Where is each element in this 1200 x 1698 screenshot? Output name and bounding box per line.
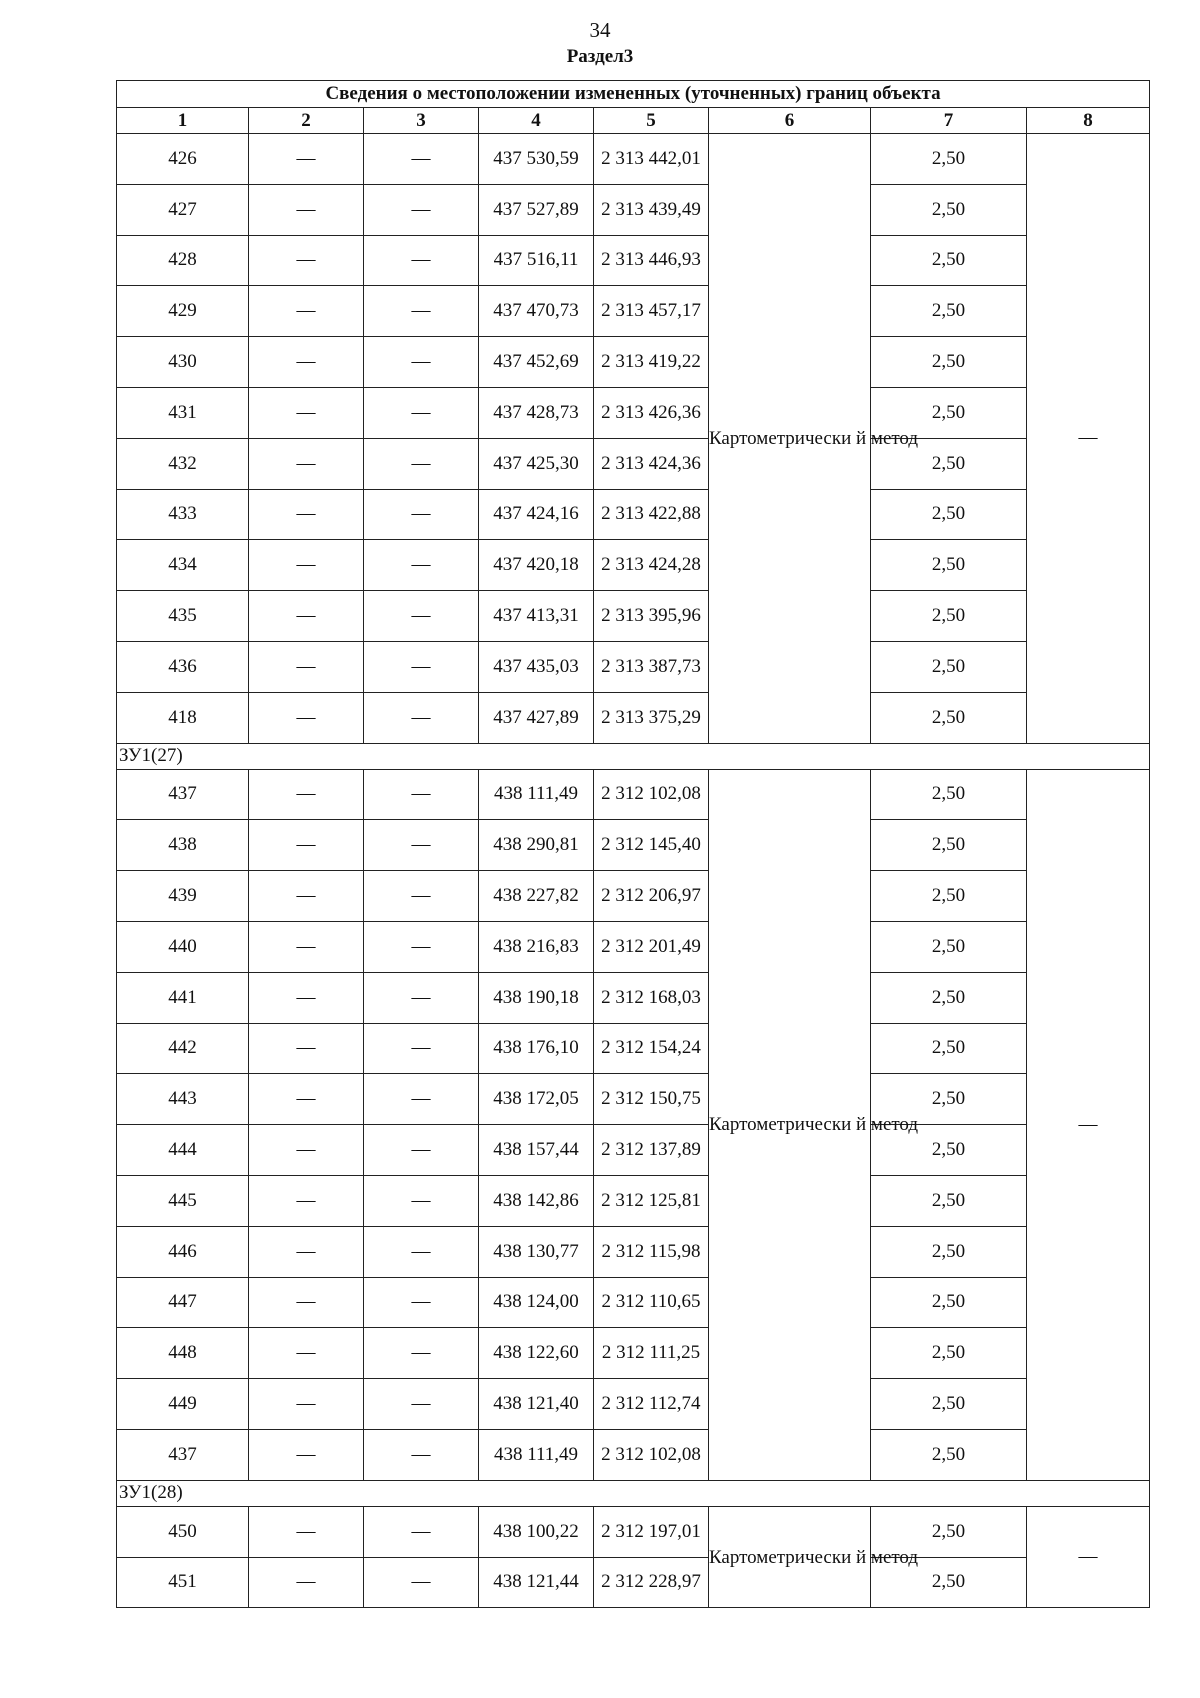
x-coordinate-cell: 437 516,11 — [479, 235, 594, 286]
y-coordinate-cell: 2 312 102,08 — [594, 769, 709, 820]
method-cell: Картометрически й метод — [709, 134, 871, 744]
column-2-cell: — — [249, 1277, 364, 1328]
accuracy-cell: 2,50 — [871, 1277, 1027, 1328]
column-header: 7 — [871, 108, 1027, 134]
x-coordinate-cell: 437 452,69 — [479, 337, 594, 388]
column-2-cell: — — [249, 540, 364, 591]
point-number-cell: 443 — [117, 1074, 249, 1125]
column-2-cell: — — [249, 820, 364, 871]
table-row — [117, 286, 1150, 337]
y-coordinate-cell: 2 312 206,97 — [594, 871, 709, 922]
y-coordinate-cell: 2 312 102,08 — [594, 1429, 709, 1480]
accuracy-cell: 2,50 — [871, 540, 1027, 591]
column-8-cell: — — [1027, 134, 1150, 744]
column-2-cell: — — [249, 591, 364, 642]
table-row — [117, 387, 1150, 438]
table-row — [117, 1379, 1150, 1430]
column-3-cell: — — [364, 286, 479, 337]
x-coordinate-cell: 438 176,10 — [479, 1023, 594, 1074]
accuracy-cell: 2,50 — [871, 972, 1027, 1023]
point-number-cell: 429 — [117, 286, 249, 337]
column-3-cell: — — [364, 921, 479, 972]
column-3-cell: — — [364, 769, 479, 820]
y-coordinate-cell: 2 313 419,22 — [594, 337, 709, 388]
point-number-cell: 433 — [117, 489, 249, 540]
column-2-cell: — — [249, 972, 364, 1023]
accuracy-cell: 2,50 — [871, 921, 1027, 972]
x-coordinate-cell: 438 121,44 — [479, 1557, 594, 1608]
x-coordinate-cell: 438 216,83 — [479, 921, 594, 972]
x-coordinate-cell: 438 142,86 — [479, 1175, 594, 1226]
column-3-cell: — — [364, 337, 479, 388]
table-row — [117, 1074, 1150, 1125]
column-8-cell: — — [1027, 1506, 1150, 1608]
accuracy-cell: 2,50 — [871, 820, 1027, 871]
accuracy-cell: 2,50 — [871, 387, 1027, 438]
table-row — [117, 1506, 1150, 1557]
column-2-cell: — — [249, 286, 364, 337]
x-coordinate-cell: 437 420,18 — [479, 540, 594, 591]
page-number: 34 — [589, 18, 611, 42]
column-3-cell: — — [364, 1328, 479, 1379]
coordinates-table — [116, 80, 1150, 1608]
column-2-cell: — — [249, 1023, 364, 1074]
point-number-cell: 436 — [117, 641, 249, 692]
column-2-cell: — — [249, 1379, 364, 1430]
column-2-cell: — — [249, 1557, 364, 1608]
table-row — [117, 871, 1150, 922]
column-2-cell: — — [249, 489, 364, 540]
column-2-cell: — — [249, 1506, 364, 1557]
column-3-cell: — — [364, 1506, 479, 1557]
x-coordinate-cell: 437 435,03 — [479, 641, 594, 692]
x-coordinate-cell: 438 227,82 — [479, 871, 594, 922]
table-row — [117, 1328, 1150, 1379]
accuracy-cell: 2,50 — [871, 1125, 1027, 1176]
y-coordinate-cell: 2 312 197,01 — [594, 1506, 709, 1557]
accuracy-cell: 2,50 — [871, 1175, 1027, 1226]
column-3-cell: — — [364, 1557, 479, 1608]
point-number-cell: 428 — [117, 235, 249, 286]
column-2-cell: — — [249, 871, 364, 922]
x-coordinate-cell: 437 470,73 — [479, 286, 594, 337]
table-row — [117, 769, 1150, 820]
y-coordinate-cell: 2 313 424,28 — [594, 540, 709, 591]
accuracy-cell: 2,50 — [871, 641, 1027, 692]
y-coordinate-cell: 2 312 168,03 — [594, 972, 709, 1023]
column-header: 3 — [364, 108, 479, 134]
column-3-cell: — — [364, 489, 479, 540]
column-2-cell: — — [249, 337, 364, 388]
point-number-cell: 437 — [117, 769, 249, 820]
accuracy-cell: 2,50 — [871, 1557, 1027, 1608]
accuracy-cell: 2,50 — [871, 769, 1027, 820]
y-coordinate-cell: 2 313 442,01 — [594, 134, 709, 185]
accuracy-cell: 2,50 — [871, 1429, 1027, 1480]
column-2-cell: — — [249, 641, 364, 692]
column-8-cell: — — [1027, 769, 1150, 1480]
point-number-cell: 432 — [117, 438, 249, 489]
column-2-cell: — — [249, 235, 364, 286]
point-number-cell: 439 — [117, 871, 249, 922]
table-row — [117, 134, 1150, 185]
column-3-cell: — — [364, 438, 479, 489]
x-coordinate-cell: 437 530,59 — [479, 134, 594, 185]
column-header: 5 — [594, 108, 709, 134]
column-3-cell: — — [364, 972, 479, 1023]
point-number-cell: 438 — [117, 820, 249, 871]
column-3-cell: — — [364, 820, 479, 871]
column-2-cell: — — [249, 1074, 364, 1125]
column-3-cell: — — [364, 1023, 479, 1074]
x-coordinate-cell: 438 124,00 — [479, 1277, 594, 1328]
column-3-cell: — — [364, 1379, 479, 1430]
accuracy-cell: 2,50 — [871, 1023, 1027, 1074]
x-coordinate-cell: 437 527,89 — [479, 184, 594, 235]
column-2-cell: — — [249, 1429, 364, 1480]
table-row — [117, 1226, 1150, 1277]
accuracy-cell: 2,50 — [871, 871, 1027, 922]
point-number-cell: 435 — [117, 591, 249, 642]
x-coordinate-cell: 438 100,22 — [479, 1506, 594, 1557]
accuracy-cell: 2,50 — [871, 235, 1027, 286]
point-number-cell: 451 — [117, 1557, 249, 1608]
column-header: 2 — [249, 108, 364, 134]
point-number-cell: 441 — [117, 972, 249, 1023]
column-2-cell: — — [249, 692, 364, 743]
method-cell: Картометрически й метод — [709, 1506, 871, 1608]
y-coordinate-cell: 2 313 424,36 — [594, 438, 709, 489]
accuracy-cell: 2,50 — [871, 1074, 1027, 1125]
column-3-cell: — — [364, 591, 479, 642]
section-title: Раздел3 — [566, 46, 634, 67]
x-coordinate-cell: 438 122,60 — [479, 1328, 594, 1379]
x-coordinate-cell: 438 290,81 — [479, 820, 594, 871]
y-coordinate-cell: 2 313 375,29 — [594, 692, 709, 743]
y-coordinate-cell: 2 313 446,93 — [594, 235, 709, 286]
x-coordinate-cell: 437 413,31 — [479, 591, 594, 642]
table-row — [117, 184, 1150, 235]
column-3-cell: — — [364, 1226, 479, 1277]
x-coordinate-cell: 438 111,49 — [479, 1429, 594, 1480]
column-2-cell: — — [249, 1226, 364, 1277]
table-row — [117, 235, 1150, 286]
table-row — [117, 438, 1150, 489]
y-coordinate-cell: 2 313 387,73 — [594, 641, 709, 692]
column-3-cell: — — [364, 134, 479, 185]
point-number-cell: 447 — [117, 1277, 249, 1328]
column-3-cell: — — [364, 387, 479, 438]
table-row — [117, 972, 1150, 1023]
y-coordinate-cell: 2 312 112,74 — [594, 1379, 709, 1430]
column-header: 1 — [117, 108, 249, 134]
table-row — [117, 540, 1150, 591]
x-coordinate-cell: 437 424,16 — [479, 489, 594, 540]
x-coordinate-cell: 438 157,44 — [479, 1125, 594, 1176]
column-3-cell: — — [364, 692, 479, 743]
point-number-cell: 442 — [117, 1023, 249, 1074]
x-coordinate-cell: 437 425,30 — [479, 438, 594, 489]
column-2-cell: — — [249, 1328, 364, 1379]
table-row — [117, 1429, 1150, 1480]
table-row — [117, 337, 1150, 388]
column-2-cell: — — [249, 921, 364, 972]
group-label-row — [117, 1480, 1150, 1506]
column-3-cell: — — [364, 1277, 479, 1328]
table-row — [117, 1277, 1150, 1328]
table-row — [117, 1125, 1150, 1176]
column-3-cell: — — [364, 1074, 479, 1125]
table-row — [117, 489, 1150, 540]
table-caption: Сведения о местоположении измененных (уточненных) границ объекта — [117, 81, 1150, 108]
column-header: 4 — [479, 108, 594, 134]
accuracy-cell: 2,50 — [871, 286, 1027, 337]
x-coordinate-cell: 437 428,73 — [479, 387, 594, 438]
table-row — [117, 1023, 1150, 1074]
table-row — [117, 1557, 1150, 1608]
y-coordinate-cell: 2 312 154,24 — [594, 1023, 709, 1074]
point-number-cell: 426 — [117, 134, 249, 185]
accuracy-cell: 2,50 — [871, 1328, 1027, 1379]
group-label: ЗУ1(28) — [117, 1480, 1150, 1506]
y-coordinate-cell: 2 312 228,97 — [594, 1557, 709, 1608]
y-coordinate-cell: 2 312 137,89 — [594, 1125, 709, 1176]
y-coordinate-cell: 2 312 110,65 — [594, 1277, 709, 1328]
group-label-row — [117, 743, 1150, 769]
column-header: 8 — [1027, 108, 1150, 134]
point-number-cell: 449 — [117, 1379, 249, 1430]
column-2-cell: — — [249, 184, 364, 235]
column-2-cell: — — [249, 1125, 364, 1176]
method-cell: Картометрически й метод — [709, 769, 871, 1480]
column-3-cell: — — [364, 235, 479, 286]
y-coordinate-cell: 2 313 395,96 — [594, 591, 709, 642]
column-3-cell: — — [364, 641, 479, 692]
x-coordinate-cell: 438 111,49 — [479, 769, 594, 820]
column-3-cell: — — [364, 871, 479, 922]
y-coordinate-cell: 2 313 422,88 — [594, 489, 709, 540]
accuracy-cell: 2,50 — [871, 337, 1027, 388]
y-coordinate-cell: 2 313 426,36 — [594, 387, 709, 438]
point-number-cell: 427 — [117, 184, 249, 235]
point-number-cell: 448 — [117, 1328, 249, 1379]
y-coordinate-cell: 2 313 457,17 — [594, 286, 709, 337]
x-coordinate-cell: 437 427,89 — [479, 692, 594, 743]
accuracy-cell: 2,50 — [871, 438, 1027, 489]
x-coordinate-cell: 438 130,77 — [479, 1226, 594, 1277]
table-row — [117, 1175, 1150, 1226]
column-3-cell: — — [364, 1125, 479, 1176]
column-2-cell: — — [249, 1175, 364, 1226]
column-3-cell: — — [364, 540, 479, 591]
point-number-cell: 445 — [117, 1175, 249, 1226]
table-row — [117, 820, 1150, 871]
x-coordinate-cell: 438 190,18 — [479, 972, 594, 1023]
column-3-cell: — — [364, 1429, 479, 1480]
x-coordinate-cell: 438 121,40 — [479, 1379, 594, 1430]
point-number-cell: 431 — [117, 387, 249, 438]
column-2-cell: — — [249, 769, 364, 820]
y-coordinate-cell: 2 312 125,81 — [594, 1175, 709, 1226]
y-coordinate-cell: 2 312 150,75 — [594, 1074, 709, 1125]
group-label: ЗУ1(27) — [117, 743, 1150, 769]
column-2-cell: — — [249, 134, 364, 185]
y-coordinate-cell: 2 313 439,49 — [594, 184, 709, 235]
point-number-cell: 440 — [117, 921, 249, 972]
table-row — [117, 591, 1150, 642]
point-number-cell: 444 — [117, 1125, 249, 1176]
y-coordinate-cell: 2 312 115,98 — [594, 1226, 709, 1277]
table-row — [117, 641, 1150, 692]
point-number-cell: 446 — [117, 1226, 249, 1277]
column-2-cell: — — [249, 438, 364, 489]
table-row — [117, 692, 1150, 743]
point-number-cell: 434 — [117, 540, 249, 591]
x-coordinate-cell: 438 172,05 — [479, 1074, 594, 1125]
point-number-cell: 450 — [117, 1506, 249, 1557]
accuracy-cell: 2,50 — [871, 1226, 1027, 1277]
point-number-cell: 430 — [117, 337, 249, 388]
point-number-cell: 418 — [117, 692, 249, 743]
accuracy-cell: 2,50 — [871, 1506, 1027, 1557]
column-header-row — [117, 108, 1150, 134]
column-header: 6 — [709, 108, 871, 134]
point-number-cell: 437 — [117, 1429, 249, 1480]
column-2-cell: — — [249, 387, 364, 438]
table-row — [117, 921, 1150, 972]
accuracy-cell: 2,50 — [871, 591, 1027, 642]
y-coordinate-cell: 2 312 201,49 — [594, 921, 709, 972]
y-coordinate-cell: 2 312 145,40 — [594, 820, 709, 871]
accuracy-cell: 2,50 — [871, 184, 1027, 235]
accuracy-cell: 2,50 — [871, 134, 1027, 185]
column-3-cell: — — [364, 184, 479, 235]
accuracy-cell: 2,50 — [871, 692, 1027, 743]
accuracy-cell: 2,50 — [871, 489, 1027, 540]
y-coordinate-cell: 2 312 111,25 — [594, 1328, 709, 1379]
table-body — [117, 134, 1150, 1608]
accuracy-cell: 2,50 — [871, 1379, 1027, 1430]
column-3-cell: — — [364, 1175, 479, 1226]
